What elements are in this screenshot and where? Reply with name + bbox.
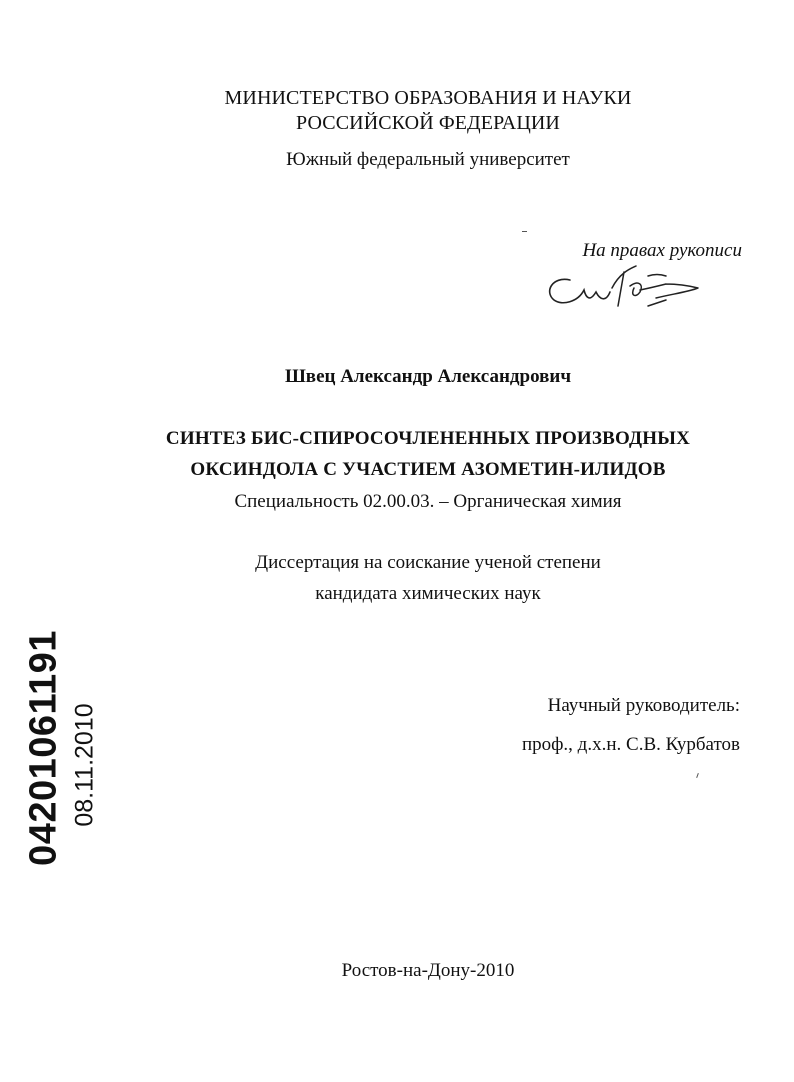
scan-speck — [522, 231, 527, 232]
signature-mark — [540, 262, 710, 322]
supervisor-name: проф., д.х.н. С.В. Курбатов — [521, 734, 740, 755]
university-name: Южный федеральный университет — [286, 149, 570, 170]
ministry-line-1: МИНИСТЕРСТВО ОБРАЗОВАНИЯ И НАУКИ — [224, 87, 632, 109]
title-line-2: ОКСИНДОЛА С УЧАСТИЕМ АЗОМЕТИН-ИЛИДОВ — [190, 459, 666, 480]
manuscript-note: На правах рукописи — [582, 240, 742, 261]
ministry-line-2: РОССИЙСКОЙ ФЕДЕРАЦИИ — [296, 112, 560, 134]
author-name: Швец Александр Александрович — [284, 366, 572, 387]
degree-line-2: кандидата химических наук — [315, 583, 541, 604]
supervisor-label: Научный руководитель: — [547, 695, 740, 716]
title-line-1: СИНТЕЗ БИС-СПИРОСОЧЛЕНЕННЫХ ПРОИЗВОДНЫХ — [165, 428, 691, 449]
scan-speck — [696, 773, 699, 778]
stamp-code: 04201061191 — [22, 630, 65, 866]
place-year: Ростов-на-Дону-2010 — [341, 960, 515, 981]
degree-line-1: Диссертация на соискание ученой степени — [255, 552, 601, 573]
stamp-date: 08.11.2010 — [70, 703, 99, 827]
specialty-line: Специальность 02.00.03. – Органическая химия — [234, 491, 622, 512]
